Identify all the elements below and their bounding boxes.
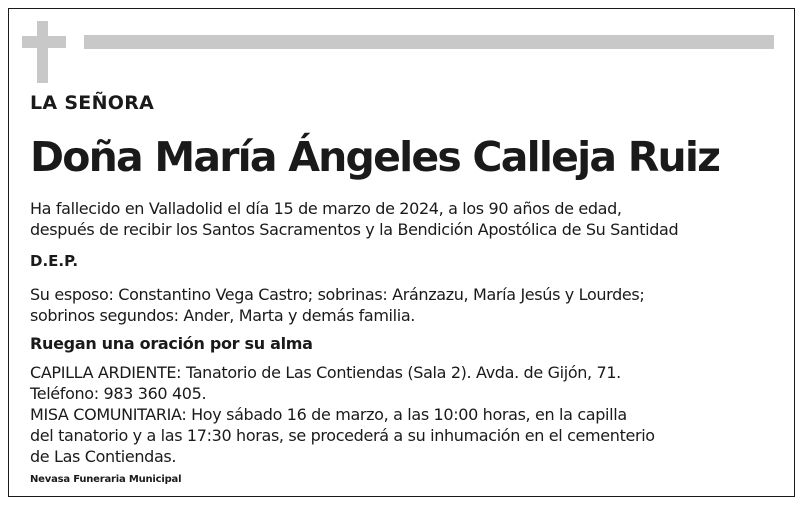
- service-line: del tanatorio y a las 17:30 horas, se procederá a su inhumación en el cementerio: [30, 426, 655, 445]
- death-line: después de recibir los Santos Sacramentos y la Bendición Apostólica de Su Santidad: [30, 220, 679, 239]
- service-line: CAPILLA ARDIENTE: Tanatorio de Las Contiendas (Sala 2). Avda. de Gijón, 71.: [30, 363, 621, 382]
- funeral-home-credit: Nevasa Funeraria Municipal: [30, 474, 182, 485]
- cross-icon-bar: [22, 36, 66, 48]
- death-paragraph: [30, 198, 678, 240]
- service-line: de Las Contiendas.: [30, 447, 177, 466]
- header-rule: [84, 35, 774, 49]
- honorific: LA SEÑORA: [30, 92, 155, 114]
- prayer-request: Ruegan una oración por su alma: [30, 334, 313, 353]
- service-line: Teléfono: 983 360 405.: [30, 384, 207, 403]
- dep-label: D.E.P.: [30, 252, 79, 270]
- family-line: sobrinos segundos: Ander, Marta y demás familia.: [30, 306, 416, 325]
- family-paragraph: [30, 284, 644, 326]
- family-line: Su esposo: Constantino Vega Castro; sobrinas: Aránzazu, María Jesús y Lourdes;: [30, 285, 645, 304]
- service-paragraph: [30, 362, 655, 467]
- service-line: MISA COMUNITARIA: Hoy sábado 16 de marzo, a las 10:00 horas, en la capilla: [30, 405, 627, 424]
- cross-icon: [37, 21, 48, 83]
- death-line: Ha fallecido en Valladolid el día 15 de marzo de 2024, a los 90 años de edad,: [30, 199, 622, 218]
- deceased-name: Doña María Ángeles Calleja Ruiz: [30, 133, 720, 181]
